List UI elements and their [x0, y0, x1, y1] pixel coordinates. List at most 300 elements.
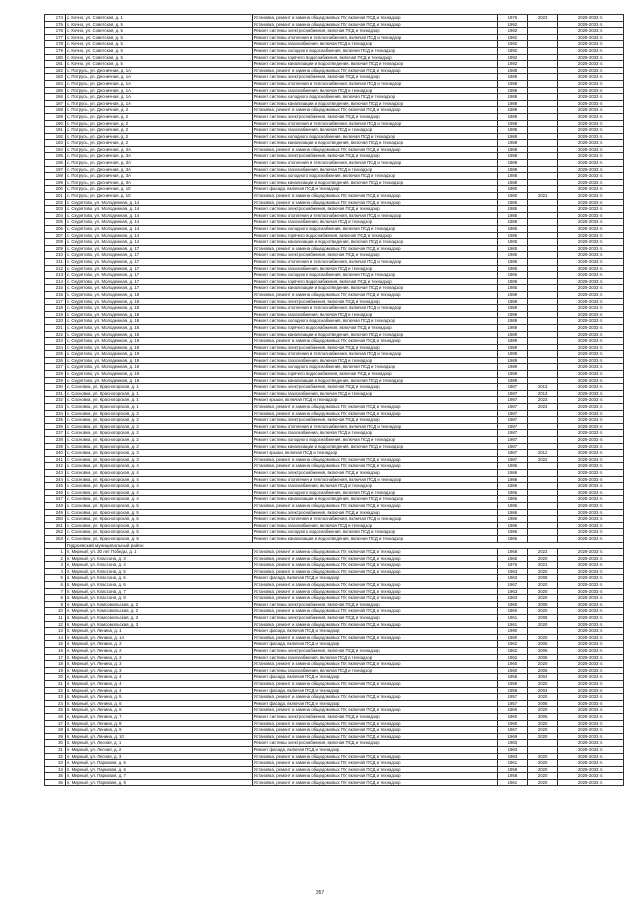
table-row — [45, 496, 624, 503]
last-repair-year-cell: 2004 — [528, 687, 558, 694]
planned-period-cell: 2029-2033 гг. — [558, 331, 624, 338]
build-year-cell: 1961 — [497, 615, 527, 622]
planned-period-cell: 2029-2033 гг. — [558, 384, 624, 391]
table-row — [45, 173, 624, 180]
row-number: 3 — [45, 562, 66, 569]
planned-period-cell: 2029-2033 гг. — [558, 496, 624, 503]
last-repair-year-cell — [528, 47, 558, 54]
address-cell: п. Мирный, ул. Парковая, д. 8 — [65, 779, 252, 786]
table-row — [45, 634, 624, 641]
work-type-cell: Ремонт системы газоснабжения, включая ПСД и технадзор — [252, 166, 497, 173]
build-year-cell: 1967 — [497, 727, 527, 734]
address-cell: с. Скурятово, ул. Молодежная, д. 14 — [65, 219, 252, 226]
planned-period-cell: 2029-2033 гг. — [558, 120, 624, 127]
table-row — [45, 371, 624, 378]
address-cell: с. Скурятово, ул. Молодежная, д. 14 — [65, 232, 252, 239]
work-type-cell: Ремонт системы канализации и водоотведения, включая ПСД и технадзор — [252, 443, 497, 450]
planned-period-cell: 2029-2033 гг. — [558, 41, 624, 48]
work-type-cell: Установка, ремонт и замена общедомовых ПУ, включая ПСД и технадзор — [252, 291, 497, 298]
work-type-cell: Ремонт фасада, включая ПСД и технадзор — [252, 186, 497, 193]
build-year-cell: 1987 — [497, 404, 527, 411]
build-year-cell: 1960 — [497, 661, 527, 668]
planned-period-cell: 2029-2033 гг. — [558, 351, 624, 358]
address-cell: с. Скурятово, ул. Молодежная, д. 17 — [65, 252, 252, 259]
build-year-cell: 1963 — [497, 595, 527, 602]
last-repair-year-cell: 2006 — [528, 700, 558, 707]
row-number: 11 — [45, 615, 66, 622]
planned-period-cell: 2029-2033 гг. — [558, 648, 624, 655]
build-year-cell: 1988 — [497, 153, 527, 160]
table-row — [45, 324, 624, 331]
build-year-cell: 1989 — [497, 377, 527, 384]
row-number: 36 — [45, 779, 66, 786]
row-number: 207 — [45, 232, 66, 239]
work-type-cell: Ремонт системы канализации и водоотведения, включая ПСД и технадзор — [252, 140, 497, 147]
row-number: 18 — [45, 661, 66, 668]
work-type-cell: Ремонт системы горячего водоснабжения, включая ПСД и технадзор — [252, 324, 497, 331]
table-row — [45, 272, 624, 279]
row-number: 246 — [45, 489, 66, 496]
address-cell: с. Кочно, ул. Советская, д. 5 — [65, 21, 252, 28]
last-repair-year-cell: 2023 — [528, 15, 558, 22]
work-type-cell: Ремонт системы отопления и теплоснабжения, включая ПСД и технадзор — [252, 476, 497, 483]
row-number: 201 — [45, 193, 66, 200]
work-type-cell: Ремонт фасада, включая ПСД и технадзор — [252, 746, 497, 753]
work-type-cell: Ремонт фасада, включая ПСД и технадзор — [252, 687, 497, 694]
work-type-cell: Ремонт системы электроснабжения, включая ПСД и технадзор — [252, 206, 497, 213]
address-cell: с. Скурятово, ул. Молодежная, д. 17 — [65, 258, 252, 265]
planned-period-cell: 2029-2033 гг. — [558, 601, 624, 608]
table-row — [45, 252, 624, 259]
table-row — [45, 608, 624, 615]
table-row — [45, 601, 624, 608]
build-year-cell: 1989 — [497, 305, 527, 312]
last-repair-year-cell: 2020 — [528, 608, 558, 615]
last-repair-year-cell: 2005 — [528, 667, 558, 674]
last-repair-year-cell: 2020 — [528, 661, 558, 668]
planned-period-cell: 2029-2033 гг. — [558, 661, 624, 668]
work-type-cell: Установка, ремонт и замена общедомовых ПУ, включая ПСД и технадзор — [252, 463, 497, 470]
table-row — [45, 582, 624, 589]
address-cell: с. Сосновка, ул. Красногорская, д. 5 — [65, 529, 252, 536]
build-year-cell: 1992 — [497, 21, 527, 28]
planned-period-cell: 2029-2033 гг. — [558, 608, 624, 615]
address-cell: с. Кочно, ул. Советская, д. 5 — [65, 47, 252, 54]
address-cell: п. Мирный, ул. Парковая, д. 5 — [65, 760, 252, 767]
work-type-cell: Ремонт системы канализации и водоотведения, включая ПСД и технадзор — [252, 535, 497, 542]
planned-period-cell: 2029-2033 гг. — [558, 476, 624, 483]
address-cell: п. Мирный, ул. Ленина, д. 4 — [65, 674, 252, 681]
planned-period-cell: 2029-2033 гг. — [558, 562, 624, 569]
table-row — [45, 423, 624, 430]
build-year-cell: 1988 — [497, 173, 527, 180]
row-number: 185 — [45, 87, 66, 94]
row-number: 188 — [45, 107, 66, 114]
address-cell: п. Мирный, ул. Лесная, д. 2 — [65, 746, 252, 753]
row-number: 242 — [45, 463, 66, 470]
planned-period-cell: 2029-2033 гг. — [558, 746, 624, 753]
table-row — [45, 107, 624, 114]
last-repair-year-cell — [528, 291, 558, 298]
build-year-cell: 1988 — [497, 120, 527, 127]
work-type-cell: Установка, ремонт и замена общедомовых ПУ, включая ПСД и технадзор — [252, 727, 497, 734]
work-type-cell: Ремонт системы канализации и водоотведения, включая ПСД и технадзор — [252, 377, 497, 384]
address-cell: с. Сосновка, ул. Красногорская, д. 1 — [65, 384, 252, 391]
planned-period-cell: 2029-2033 гг. — [558, 509, 624, 516]
build-year-cell: 1987 — [497, 423, 527, 430]
address-cell: с. Потрусь, ул. Десничная, д. 1А — [65, 74, 252, 81]
planned-period-cell: 2029-2033 гг. — [558, 140, 624, 147]
table-row — [45, 344, 624, 351]
planned-period-cell: 2029-2033 гг. — [558, 258, 624, 265]
planned-period-cell: 2029-2033 гг. — [558, 410, 624, 417]
address-cell: с. Сосновка, ул. Красногорская, д. 2 — [65, 410, 252, 417]
table-row — [45, 522, 624, 529]
work-type-cell: Ремонт системы канализации и водоотведения, включая ПСД и технадзор — [252, 285, 497, 292]
planned-period-cell: 2029-2033 гг. — [558, 529, 624, 536]
address-cell: п. Мирный, ул. Ленина, д. 6 — [65, 700, 252, 707]
last-repair-year-cell: 2023 — [528, 404, 558, 411]
address-cell: п. Мирный, ул. Лесная, д. 3 — [65, 753, 252, 760]
last-repair-year-cell — [528, 41, 558, 48]
last-repair-year-cell — [528, 272, 558, 279]
build-year-cell: 1992 — [497, 54, 527, 61]
build-year-cell: 1987 — [497, 456, 527, 463]
address-cell: п. Мирный, ул. Парковая, д. 6 — [65, 766, 252, 773]
work-type-cell: Установка, ремонт и замена общедомовых ПУ, включая ПСД и технадзор — [252, 555, 497, 562]
address-cell: с. Скурятово, ул. Молодежная, д. 19 — [65, 351, 252, 358]
address-cell: п. Мирный, ул. Ленина, д. 8 — [65, 720, 252, 727]
table-row — [45, 674, 624, 681]
planned-period-cell: 2029-2033 гг. — [558, 555, 624, 562]
planned-period-cell: 2029-2033 гг. — [558, 753, 624, 760]
last-repair-year-cell — [528, 153, 558, 160]
row-number: 187 — [45, 100, 66, 107]
table-row — [45, 47, 624, 54]
page-number: 357 — [315, 890, 325, 896]
build-year-cell: 1992 — [497, 28, 527, 35]
address-cell: с. Скурятово, ул. Молодежная, д. 17 — [65, 265, 252, 272]
row-number: 253 — [45, 535, 66, 542]
table-row — [45, 265, 624, 272]
planned-period-cell: 2029-2033 гг. — [558, 199, 624, 206]
last-repair-year-cell — [528, 54, 558, 61]
last-repair-year-cell — [528, 746, 558, 753]
work-type-cell: Установка, ремонт и замена общедомовых ПУ, включая ПСД и технадзор — [252, 760, 497, 767]
build-year-cell: 1989 — [497, 344, 527, 351]
row-number: 219 — [45, 311, 66, 318]
address-cell: с. Сосновка, ул. Красногорская, д. 5 — [65, 516, 252, 523]
work-type-cell: Ремонт системы горячего водоснабжения, включая ПСД и технадзор — [252, 371, 497, 378]
work-type-cell: Ремонт системы электроснабжения, включая ПСД и технадзор — [252, 28, 497, 35]
address-cell: с. Скурятово, ул. Молодежная, д. 18 — [65, 311, 252, 318]
build-year-cell: 1985 — [497, 272, 527, 279]
build-year-cell: 1961 — [497, 621, 527, 628]
table-row — [45, 291, 624, 298]
work-type-cell: Ремонт системы электроснабжения, включая ПСД и технадзор — [252, 648, 497, 655]
row-number: 203 — [45, 206, 66, 213]
work-type-cell: Установка, ремонт и замена общедомовых ПУ, включая ПСД и технадзор — [252, 608, 497, 615]
planned-period-cell: 2029-2033 гг. — [558, 318, 624, 325]
work-type-cell: Установка, ремонт и замена общедомовых ПУ, включая ПСД и технадзор — [252, 621, 497, 628]
last-repair-year-cell: 2013 — [528, 390, 558, 397]
last-repair-year-cell — [528, 529, 558, 536]
last-repair-year-cell: 2013 — [528, 384, 558, 391]
last-repair-year-cell: 2021 — [528, 193, 558, 200]
work-type-cell: Установка, ремонт и замена общедомовых ПУ, включая ПСД и технадзор — [252, 694, 497, 701]
build-year-cell: 1963 — [497, 575, 527, 582]
last-repair-year-cell — [528, 140, 558, 147]
table-row — [45, 595, 624, 602]
address-cell: с. Потрусь, ул. Десничная, д. 1А — [65, 100, 252, 107]
row-number: 14 — [45, 634, 66, 641]
planned-period-cell: 2029-2033 гг. — [558, 760, 624, 767]
address-cell: с. Потрусь, ул. Десничная, д. 1А — [65, 87, 252, 94]
last-repair-year-cell — [528, 179, 558, 186]
planned-period-cell: 2029-2033 гг. — [558, 397, 624, 404]
row-number: 25 — [45, 707, 66, 714]
build-year-cell: 1963 — [497, 588, 527, 595]
work-type-cell: Ремонт крыши, включая ПСД и технадзор — [252, 397, 497, 404]
row-number: 195 — [45, 153, 66, 160]
table-row — [45, 21, 624, 28]
build-year-cell: 1958 — [497, 773, 527, 780]
table-row — [45, 555, 624, 562]
address-cell: с. Кочно, ул. Советская, д. 5 — [65, 61, 252, 68]
work-type-cell: Ремонт системы канализации и водоотведения, включая ПСД и технадзор — [252, 239, 497, 246]
planned-period-cell: 2029-2033 гг. — [558, 206, 624, 213]
planned-period-cell: 2029-2033 гг. — [558, 615, 624, 622]
address-cell: п. Мирный, ул. Классона, д. 4 — [65, 562, 252, 569]
planned-period-cell: 2029-2033 гг. — [558, 740, 624, 747]
row-number: 21 — [45, 680, 66, 687]
build-year-cell: 1988 — [497, 74, 527, 81]
last-repair-year-cell — [528, 245, 558, 252]
table-row — [45, 549, 624, 556]
table-row — [45, 502, 624, 509]
build-year-cell: 1985 — [497, 278, 527, 285]
row-number: 9 — [45, 601, 66, 608]
planned-period-cell: 2029-2033 гг. — [558, 34, 624, 41]
last-repair-year-cell: 2020 — [528, 588, 558, 595]
address-cell: с. Скурятово, ул. Молодежная, д. 17 — [65, 285, 252, 292]
last-repair-year-cell: 2006 — [528, 713, 558, 720]
last-repair-year-cell — [528, 463, 558, 470]
address-cell: п. Мирный, ул. Классона, д. 3 — [65, 555, 252, 562]
address-cell: п. Мирный, ул. Классона, д. 8 — [65, 595, 252, 602]
table-row — [45, 239, 624, 246]
last-repair-year-cell — [528, 285, 558, 292]
work-type-cell: Ремонт системы канализации и водоотведения, включая ПСД и технадзор — [252, 100, 497, 107]
build-year-cell: 1989 — [497, 364, 527, 371]
work-type-cell: Установка, ремонт и замена общедомовых ПУ, включая ПСД и технадзор — [252, 15, 497, 22]
row-number: 30 — [45, 740, 66, 747]
table-row — [45, 443, 624, 450]
build-year-cell: 1988 — [497, 107, 527, 114]
last-repair-year-cell — [528, 516, 558, 523]
table-row — [45, 311, 624, 318]
table-row — [45, 179, 624, 186]
build-year-cell: 1985 — [497, 226, 527, 233]
table-row — [45, 390, 624, 397]
address-cell: п. Мирный, ул. Классона, д. 6 — [65, 582, 252, 589]
last-repair-year-cell — [528, 305, 558, 312]
table-row — [45, 232, 624, 239]
last-repair-year-cell — [528, 265, 558, 272]
planned-period-cell: 2029-2033 гг. — [558, 522, 624, 529]
work-type-cell: Ремонт системы горячего водоснабжения, включая ПСД и технадзор — [252, 54, 497, 61]
address-cell: с. Сосновка, ул. Красногорская, д. 4 — [65, 496, 252, 503]
table-row — [45, 41, 624, 48]
last-repair-year-cell: 2004 — [528, 674, 558, 681]
address-cell: с. Потрусь, ул. Десничная, д. 1А — [65, 80, 252, 87]
work-type-cell: Ремонт системы электроснабжения, включая ПСД и технадзор — [252, 417, 497, 424]
row-number: 197 — [45, 166, 66, 173]
address-cell: с. Потрусь, ул. Десничная, д. 3А — [65, 166, 252, 173]
build-year-cell: 1985 — [497, 206, 527, 213]
address-cell: п. Мирный, ул. Классона, д. 7 — [65, 588, 252, 595]
table-row — [45, 153, 624, 160]
last-repair-year-cell — [528, 311, 558, 318]
planned-period-cell: 2029-2033 гг. — [558, 74, 624, 81]
row-number: 182 — [45, 67, 66, 74]
build-year-cell: 1989 — [497, 318, 527, 325]
planned-period-cell: 2029-2033 гг. — [558, 100, 624, 107]
table-row — [45, 404, 624, 411]
last-repair-year-cell — [528, 80, 558, 87]
build-year-cell: 1989 — [497, 351, 527, 358]
repair-schedule-table — [44, 14, 624, 786]
work-type-cell: Ремонт системы канализации и водоотведения, включая ПСД и технадзор — [252, 61, 497, 68]
work-type-cell: Ремонт системы холодного водоснабжения, включая ПСД и технадзор — [252, 173, 497, 180]
planned-period-cell: 2029-2033 гг. — [558, 516, 624, 523]
last-repair-year-cell: 2020 — [528, 634, 558, 641]
address-cell: с. Потрусь, ул. Десничная, д. 3А — [65, 173, 252, 180]
work-type-cell: Установка, ремонт и замена общедомовых ПУ, включая ПСД и технадзор — [252, 199, 497, 206]
last-repair-year-cell — [528, 87, 558, 94]
address-cell: с. Кочно, ул. Советская, д. 5 — [65, 54, 252, 61]
planned-period-cell: 2029-2033 гг. — [558, 219, 624, 226]
planned-period-cell: 2029-2033 гг. — [558, 193, 624, 200]
table-row — [45, 331, 624, 338]
table-row — [45, 166, 624, 173]
table-row — [45, 87, 624, 94]
last-repair-year-cell: 2020 — [528, 779, 558, 786]
last-repair-year-cell: 2006 — [528, 648, 558, 655]
row-number: 12 — [45, 621, 66, 628]
address-cell: с. Сосновка, ул. Красногорская, д. 2 — [65, 437, 252, 444]
work-type-cell: Ремонт системы электроснабжения, включая ПСД и технадзор — [252, 740, 497, 747]
last-repair-year-cell: 2020 — [528, 773, 558, 780]
address-cell: п. Мирный, ул. Комсомольская, д. 2 — [65, 608, 252, 615]
build-year-cell: 1988 — [497, 146, 527, 153]
address-cell: с. Скурятово, ул. Молодежная, д. 19 — [65, 364, 252, 371]
build-year-cell: 1987 — [497, 384, 527, 391]
build-year-cell: 1988 — [497, 166, 527, 173]
planned-period-cell: 2029-2033 гг. — [558, 773, 624, 780]
row-number: 208 — [45, 239, 66, 246]
row-number: 194 — [45, 146, 66, 153]
table-row — [45, 206, 624, 213]
row-number: 8 — [45, 595, 66, 602]
work-type-cell: Ремонт системы отопления и теплоснабжения, включая ПСД и технадзор — [252, 258, 497, 265]
build-year-cell: 1988 — [497, 113, 527, 120]
work-type-cell: Установка, ремонт и замена общедомовых ПУ, включая ПСД и технадзор — [252, 21, 497, 28]
table-row — [45, 61, 624, 68]
build-year-cell: 1985 — [497, 265, 527, 272]
work-type-cell: Установка, ремонт и замена общедомовых ПУ, включая ПСД и технадзор — [252, 193, 497, 200]
row-number: 23 — [45, 694, 66, 701]
work-type-cell: Ремонт системы газоснабжения, включая ПСД и технадзор — [252, 87, 497, 94]
address-cell: п. Мирный, ул. Комсомольская, д. 3 — [65, 621, 252, 628]
last-repair-year-cell: 2006 — [528, 654, 558, 661]
last-repair-year-cell — [528, 100, 558, 107]
last-repair-year-cell — [528, 364, 558, 371]
row-number: 224 — [45, 344, 66, 351]
table-row — [45, 245, 624, 252]
address-cell: с. Скурятово, ул. Молодежная, д. 18 — [65, 331, 252, 338]
planned-period-cell: 2029-2033 гг. — [558, 153, 624, 160]
work-type-cell: Ремонт фасада, включая ПСД и технадзор — [252, 641, 497, 648]
address-cell: с. Потрусь, ул. Десничная, д. 3А — [65, 153, 252, 160]
build-year-cell: 1986 — [497, 483, 527, 490]
last-repair-year-cell — [528, 166, 558, 173]
work-type-cell: Ремонт системы холодного водоснабжения, включая ПСД и технадзор — [252, 133, 497, 140]
build-year-cell: 1986 — [497, 509, 527, 516]
address-cell: с. Скурятово, ул. Молодежная, д. 19 — [65, 357, 252, 364]
section-title: Гидроевский муниципальный район — [65, 542, 623, 549]
work-type-cell: Ремонт системы отопления и теплоснабжения, включая ПСД и технадзор — [252, 160, 497, 167]
last-repair-year-cell: 2006 — [528, 641, 558, 648]
work-type-cell: Установка, ремонт и замена общедомовых ПУ, включая ПСД и технадзор — [252, 680, 497, 687]
table-row — [45, 694, 624, 701]
row-number: 191 — [45, 127, 66, 134]
work-type-cell: Установка, ремонт и замена общедомовых ПУ, включая ПСД и технадзор — [252, 634, 497, 641]
build-year-cell: 1987 — [497, 437, 527, 444]
planned-period-cell: 2029-2033 гг. — [558, 674, 624, 681]
build-year-cell: 1985 — [497, 239, 527, 246]
build-year-cell: 1988 — [497, 100, 527, 107]
table-row — [45, 133, 624, 140]
build-year-cell: 1988 — [497, 80, 527, 87]
build-year-cell: 1962 — [497, 641, 527, 648]
planned-period-cell: 2029-2033 гг. — [558, 779, 624, 786]
last-repair-year-cell — [528, 219, 558, 226]
planned-period-cell: 2029-2033 гг. — [558, 47, 624, 54]
work-type-cell: Ремонт системы электроснабжения, включая ПСД и технадзор — [252, 252, 497, 259]
row-number: 1 — [45, 549, 66, 556]
build-year-cell: 1987 — [497, 443, 527, 450]
row-number: 218 — [45, 305, 66, 312]
last-repair-year-cell — [528, 94, 558, 101]
planned-period-cell: 2029-2033 гг. — [558, 595, 624, 602]
planned-period-cell: 2029-2033 гг. — [558, 469, 624, 476]
table-row — [45, 779, 624, 786]
build-year-cell: 1983 — [497, 753, 527, 760]
address-cell: с. Сосновка, ул. Красногорская, д. 2 — [65, 423, 252, 430]
address-cell: с. Скурятово, ул. Молодежная, д. 18 — [65, 324, 252, 331]
last-repair-year-cell — [528, 496, 558, 503]
last-repair-year-cell — [528, 357, 558, 364]
address-cell: с. Потрусь, ул. Десничная, д. 2 — [65, 107, 252, 114]
work-type-cell: Ремонт системы газоснабжения, включая ПСД и технадзор — [252, 430, 497, 437]
work-type-cell: Установка, ремонт и замена общедомовых ПУ, включая ПСД и технадзор — [252, 502, 497, 509]
table-row — [45, 667, 624, 674]
work-type-cell: Ремонт системы газоснабжения, включая ПСД и технадзор — [252, 357, 497, 364]
work-type-cell: Ремонт системы газоснабжения, включая ПСД и технадзор — [252, 127, 497, 134]
address-cell: с. Потрусь, ул. Десничная, д. 3А — [65, 146, 252, 153]
row-number: 220 — [45, 318, 66, 325]
